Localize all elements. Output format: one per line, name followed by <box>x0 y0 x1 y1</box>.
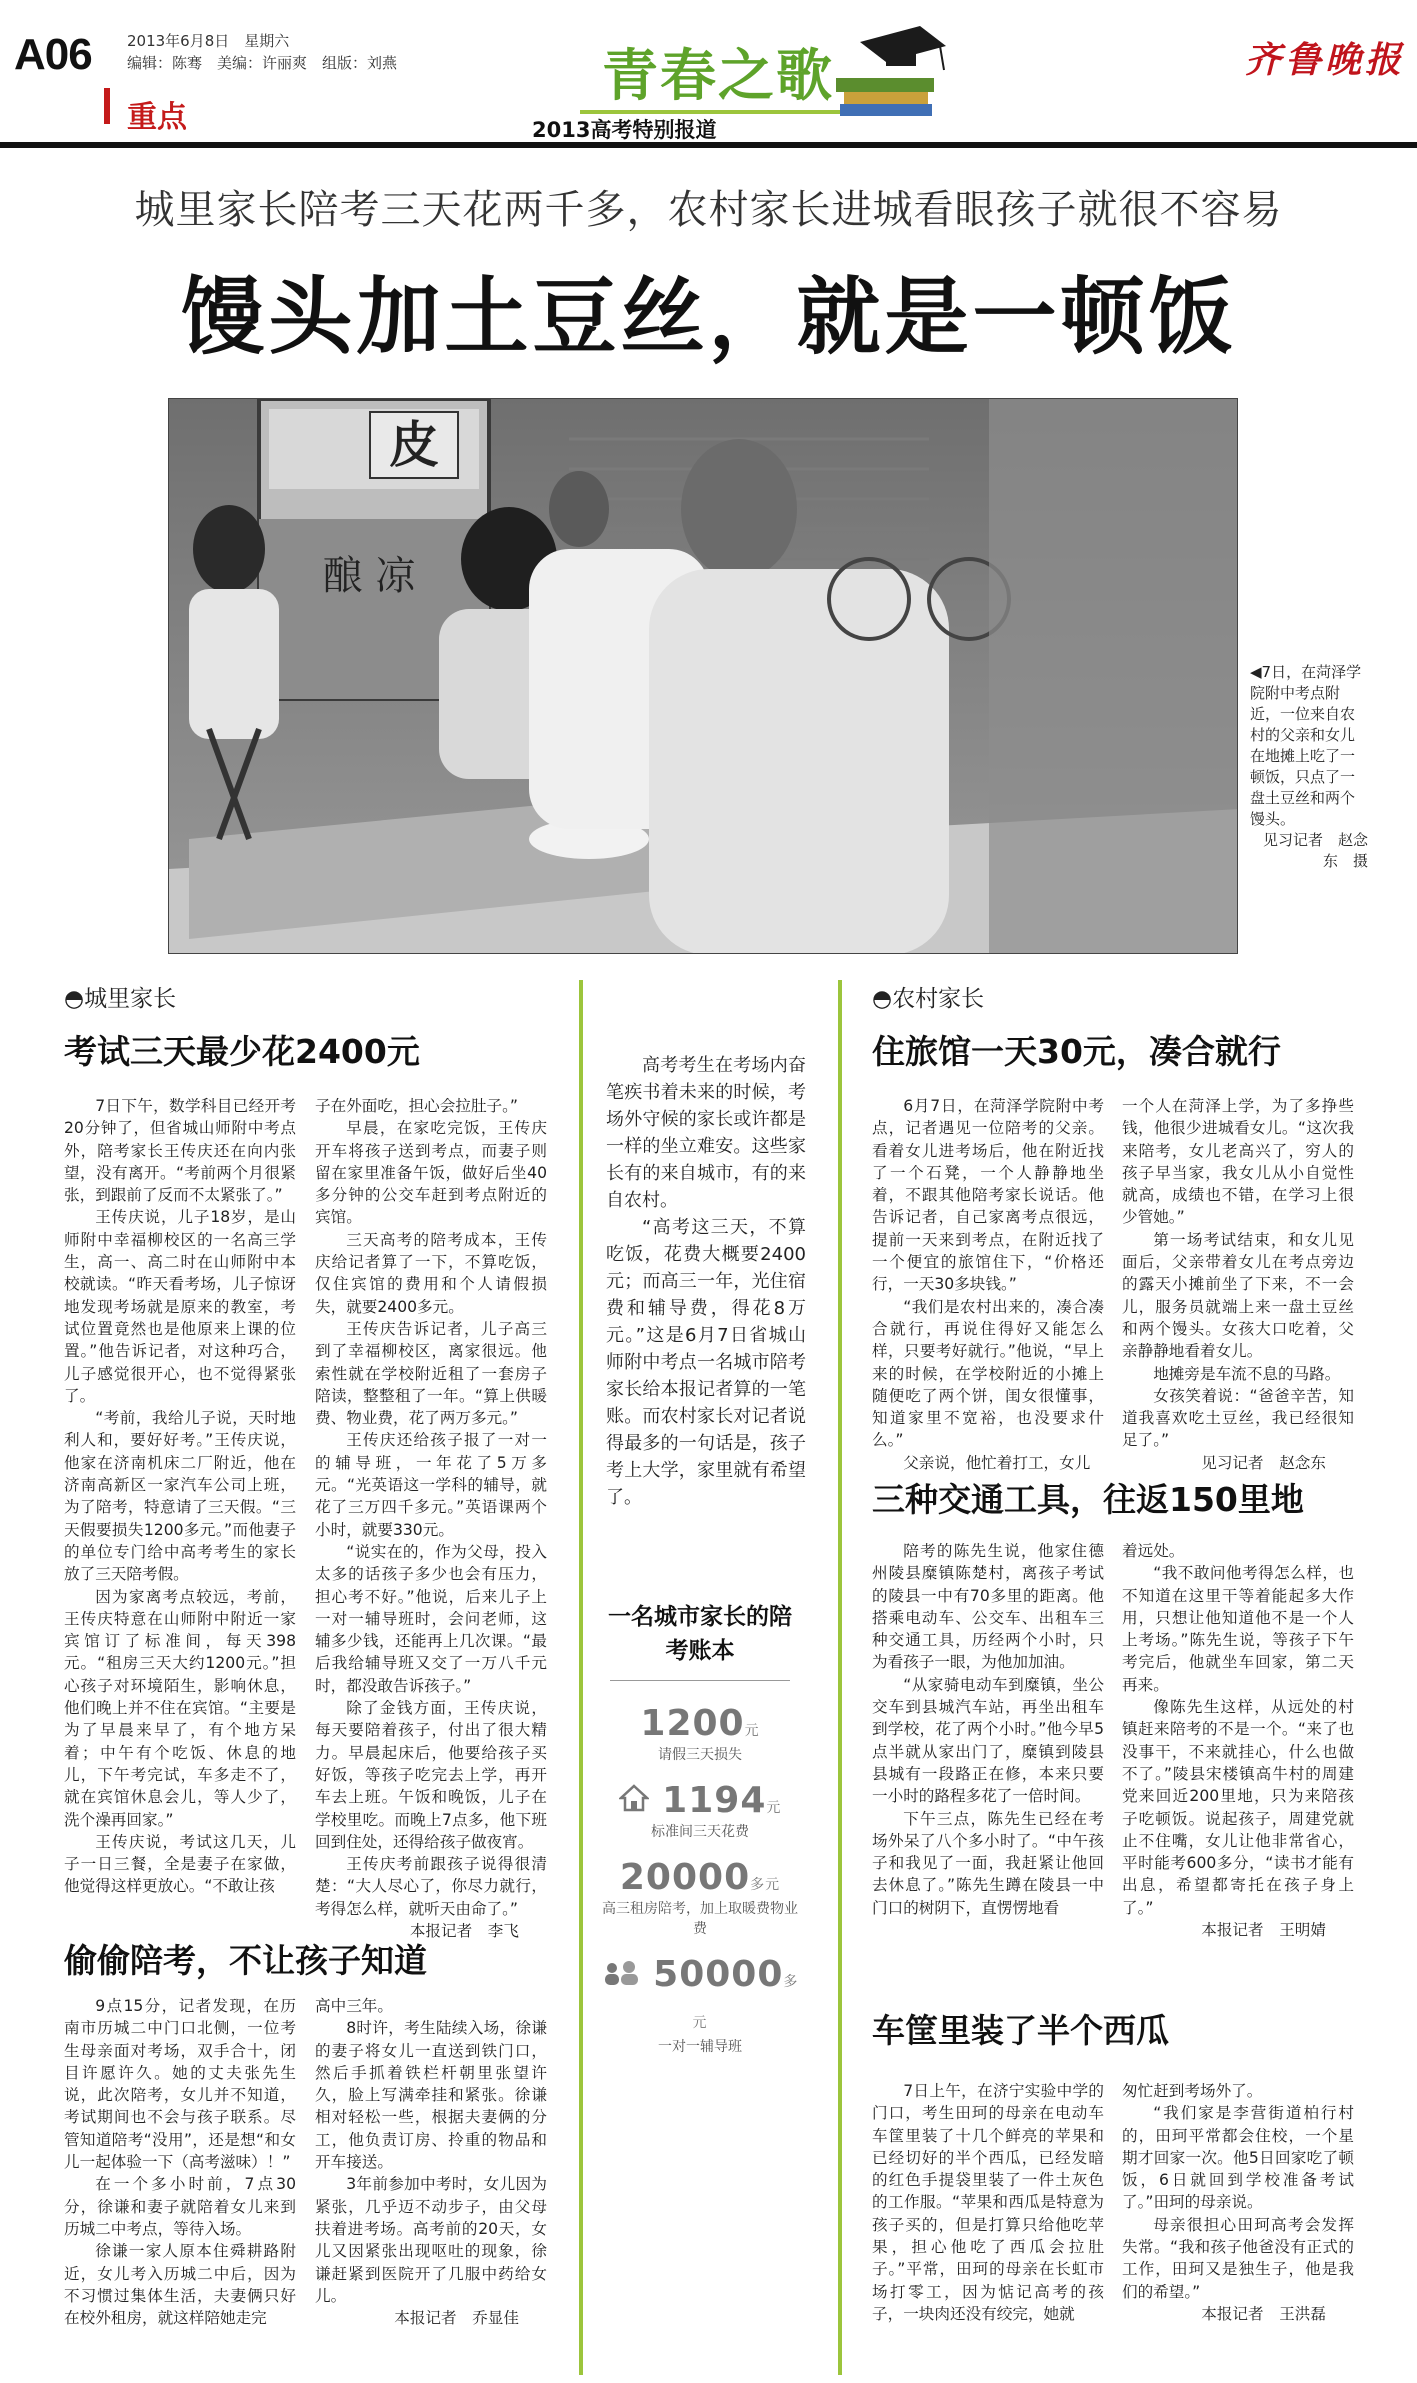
story-title-cost: 考试三天最少花2400元 <box>64 1032 420 1071</box>
ledger-item: 50000多元 一对一辅导班 <box>600 1954 800 2056</box>
ledger-item: 20000多元 高三租房陪考，加上取暖费物业费 <box>602 1857 798 1937</box>
ledger-title: 一名城市家长的陪考账本 <box>608 1604 792 1664</box>
intro-text: 高考考生在考场内奋笔疾书着未来的时候，考场外守候的家长或许都是一样的坐立难安。这些家长有的来自城市，有的来自农村。 “高考这三天，不算吃饭，花费大概要2400元；而高三一年，光住宿费和辅导费，得花8万元。”这是6月7日省城山师附中考点一名城市陪考家长给本报记者算的一笔账。而农村家长对记者说得最多的一句话是，孩子考上大学，家里就有希望了。 <box>606 1055 806 1508</box>
story-watermelon-col1: 7日上午，在济宁实验中学的门口，考生田珂的母亲在电动车车筐里装了十几个鲜亮的苹果和已经切好的半个西瓜，已经发暗的红色手提袋里装了一件土灰色的工作服。“苹果和西瓜是特意为孩子买的，但是打算只给他吃苹果，担心他吃了西瓜会拉肚子。”平常，田珂的母亲在长虹市场打零工，因为惦记高考的孩子，一块肉还没有绞完，她就 <box>872 2082 1104 2323</box>
story-transport-col1: 陪考的陈先生说，他家住德州陵县糜镇陈楚村，离孩子考试的陵县一中有70多里的距离。他搭乘电动车、公交车、出租车三种交通工具，历经两个小时，只为看孩子一眼，为他加加油。 “从家骑电动车到糜镇，坐公交车到县城汽车站，再坐出租车到学校，花了两个小时。”他今早5点半就从家出门了，糜镇到陵县县城有一段路正在修，本来只要一小时的路程多花了一倍时间。 下午三点，陈先生已经在考场外呆了八个多小时了。“中午孩子和我见了一面，我赶紧让他回去休息了。”陈先生蹲在陵县一中门口的树阴下，直愣愣地看 <box>872 1542 1104 1917</box>
byline-transport: 本报记者 王明婧 <box>1201 1921 1326 1940</box>
photo-credit: 见习记者 赵念东 摄 <box>1262 831 1368 870</box>
section-tag-city: ◓城里家长 <box>64 986 177 1012</box>
story-secret-col2: 高中三年。 8时许，考生陆续入场，徐谦的妻子将女儿一直送到铁门口，然后手抓着铁栏杆朝里张望许久，脸上写满牵挂和紧张。徐谦相对轻松一些，根据夫妻俩的分工，他负责订房、拎重的物品和开车接送。 3年前参加中考时，女儿因为紧张，几乎迈不动步子，由父母扶着进考场。高考前的20天，女儿又因紧张出现呕吐的现象，徐谦赶紧到医院开了几服中药给女儿。 本报记者 乔显佳 <box>315 1995 547 2329</box>
special-report-label: 2013高考特别报道 <box>532 118 717 142</box>
story-hotel-col1: 6月7日，在菏泽学院附中考点，记者遇见一位陪考的父亲。看着女儿进考场后，他在附近找了一个石凳，一个人静静地坐着，不跟其他陪考家长说话。他告诉记者，自己家离考点很远，提前一天来到考点，在附近找了一个便宜的旅馆住下，“价格还行，一天30多块钱。” “我们是农村出来的，凑合凑合就行，再说住得好又能怎么样，只要考好就行。”他说，“早上来的时候，在学校附近的小摊上随便吃了两个饼，闺女很懂事，知道家里不宽裕，也没要求什么。” 父亲说，他忙着打工，女儿 <box>872 1097 1104 1472</box>
column-rule-left <box>579 980 583 2375</box>
ledger-item: 1194元 标准间三天花费 <box>600 1780 800 1841</box>
story-title-secret: 偷偷陪考，不让孩子知道 <box>64 1941 427 1980</box>
byline-secret: 本报记者 乔显佳 <box>394 2309 519 2328</box>
half-circle-icon: ◓ <box>872 986 893 1012</box>
story-secret-col1: 9点15分，记者发现，在历南市历城二中门口北侧，一位考生母亲面对考场，双手合十，闭目许愿许久。她的丈夫张先生说，此次陪考，女儿并不知道，考试期间也不会与孩子联系。尽管知道陪考“没用”，还是想“和女儿一起体验一下（高考滋味）！” 在一个多小时前，7点30分，徐谦和妻子就陪着女儿来到历城二中考点，等待入场。 徐谦一家人原本住舜耕路附近，女儿考入历城二中后，因为不习惯过集体生活，夫妻俩只好在校外租房，就这样陪她走完 <box>64 1997 296 2328</box>
house-icon <box>619 1784 649 1812</box>
story-title-hotel: 住旅馆一天30元，凑合就行 <box>872 1032 1281 1071</box>
story-title-watermelon: 车筐里装了半个西瓜 <box>872 2011 1169 2050</box>
half-circle-icon: ◓ <box>64 986 85 1012</box>
story-watermelon-col2: 匆忙赶到考场外了。 “我们家是李营街道柏行村的，田珂平常都会住校，一个星期才回家一次。他5日回家吃了顿饭，6日就回到学校准备考试了。”田珂的母亲说。 母亲很担心田珂高考会发挥失常。“我和孩子他爸没有正式的工作，田珂又是独生子，他是我们的希望。” 本报记者 王洪磊 <box>1122 2080 1354 2325</box>
main-headline: 馒头加土豆丝，就是一顿饭 <box>180 268 1237 366</box>
header-rule <box>0 142 1417 148</box>
subheadline: 城里家长陪考三天花两千多，农村家长进城看眼孩子就很不容易 <box>134 187 1283 233</box>
caption-text: ◀7日，在菏泽学院附中考点附近，一位来自农村的父亲和女儿在地摊上吃了一顿饭，只点了一盘土豆丝和两个馒头。 <box>1250 663 1362 828</box>
photo-caption <box>1250 662 1368 872</box>
people-icon <box>602 1960 640 1986</box>
stall-sign: 皮 <box>369 411 459 479</box>
section-marker <box>104 88 110 124</box>
editor-credits: 编辑：陈骞 美编：许丽爽 组版：刘燕 <box>127 54 398 72</box>
section-label: 重点 <box>127 100 187 135</box>
byline-hotel: 见习记者 赵念东 <box>1201 1453 1326 1472</box>
issue-date: 2013年6月8日 星期六 <box>127 32 290 50</box>
svg-text:酿 凉: 酿 凉 <box>322 553 416 599</box>
story-cost-col1: 7日下午，数学科目已经开考20分钟了，但省城山师附中考点外，陪考家长王传庆还在向内张望，没有离开。“考前两个月很紧张，到跟前了反而不太紧张了。” 王传庆说，儿子18岁，是山师附中幸福柳校区的一名高三学生，高一、高二时在山师附中本校就读。“昨天看考场，儿子惊讶地发现考场就是原来的教室，考试位置竟然也是他原来上课的位置。”他告诉记者，对这种巧合，儿子感觉很开心，也不觉得紧张了。 “考前，我给儿子说，天时地利人和，要好好考。”王传庆说，他家在济南机床二厂附近，他在济南高新区一家汽车公司上班，为了陪考，特意请了三天假。“三天假要损失1200多元。”而他妻子的单位专门给中高考考生的家长放了三天陪考假。 因为家离考点较远，考前，王传庆特意在山师附中附近一家宾馆订了标准间，每天398元。“租房三天大约1200元。”担心孩子对环境陌生，影响休息，他们晚上并不住在宾馆。“主要是为了早晨来早了，有个地方呆着；中午有个吃饭、休息的地儿，下午考完试，车多走不了，就在宾馆休息会儿，等人少了，洗个澡再回家。” 王传庆说，考试这几天，儿子一日三餐，全是妻子在家做，他觉得这样更放心。“不敢让孩 <box>64 1097 296 1896</box>
story-hotel-col2: 一个人在菏泽上学，为了多挣些钱，他很少进城看女儿。“这次我来陪考，女儿老高兴了，穷人的孩子早当家，我女儿从小自觉性就高，成绩也不错，在学习上很少管她。” 第一场考试结束，和女儿见面后，父亲带着女儿在考点旁边的露天小摊前坐了下来，不一会儿，服务员就端上来一盘土豆丝和两个馒头。女孩大口吃着，父亲静静地看着女儿。 地摊旁是车流不息的马路。 女孩笑着说：“爸爸辛苦，知道我喜欢吃土豆丝，我已经很知足了。” 见习记者 赵念东 <box>1122 1095 1354 1474</box>
news-photo <box>168 398 1238 954</box>
byline-watermelon: 本报记者 王洪磊 <box>1201 2304 1326 2323</box>
column-rule-right <box>838 980 842 2375</box>
section-tag-rural: ◓农村家长 <box>872 986 985 1012</box>
photo-scene <box>169 399 1238 954</box>
story-title-transport: 三种交通工具，往返150里地 <box>872 1480 1304 1519</box>
story-cost-col2: 子在外面吃，担心会拉肚子。” 早晨，在家吃完饭，王传庆开车将孩子送到考点，而妻子则留在家里准备午饭，做好后坐40多分钟的公交车赶到考点附近的宾馆。 三天高考的陪考成本，王传庆给记者算了一下，不算吃饭，仅住宾馆的费用和个人请假损失，就要2400多元。 王传庆告诉记者，儿子高三到了幸福柳校区，离家很远。他索性就在学校附近租了一套房子陪读，整整租了一年。“算上供暖费、物业费，花了两万多元。” 王传庆还给孩子报了一对一的辅导班，一年花了5万多元。“光英语这一学科的辅导，就花了三万四千多元。”英语课两个小时，就要330元。 “说实在的，作为父母，投入太多的话孩子多少也会有压力，担心考不好。”他说，后来儿子上一对一辅导班时，会问老师，这辅多少钱，还能再上几次课。“最后我给辅导班又交了一万八千元时，都没敢告诉孩子。” 除了金钱方面，王传庆说，每天要陪着孩子，付出了很大精力。早晨起床后，他要给孩子买好饭，等孩子吃完去上学，再开车去上班。午饭和晚饭，儿子在学校里吃。而晚上7点多，他下班回到住处，还得给孩子做夜宵。 王传庆考前跟孩子说得很清楚：“大人尽心了，你尽力就行，考得怎么样，就听天由命了。” 本报记者 李飞 <box>315 1095 547 1942</box>
byline-cost: 本报记者 李飞 <box>409 1921 519 1940</box>
story-transport-col2: 着远处。 “我不敢问他考得怎么样，也不知道在这里干等着能起多大作用，只想让他知道他不是一个人上考场。”陈先生说，等孩子下午考完后，他就坐车回家，第二天再来。 像陈先生这样，从远处的村镇赶来陪考的不是一个。“来了也没事干，不来就挂心，什么也做不了。”陵县宋楼镇高牛村的周建党来回近200里地，只为来陪孩子吃顿饭。说起孩子，周建党就止不住嘴，女儿让他非常省心，平时能考600多分，“读书才能有出息，希望都寄托在孩子身上了。” 本报记者 王明婧 <box>1122 1540 1354 1941</box>
ledger-item: 1200元 请假三天损失 <box>640 1703 760 1763</box>
newspaper-logo: 齐鲁晚报 <box>1245 39 1406 81</box>
page-number: A06 <box>14 30 92 79</box>
column-banner: 青春之歌 <box>602 44 834 109</box>
cost-ledger <box>600 1600 800 2056</box>
